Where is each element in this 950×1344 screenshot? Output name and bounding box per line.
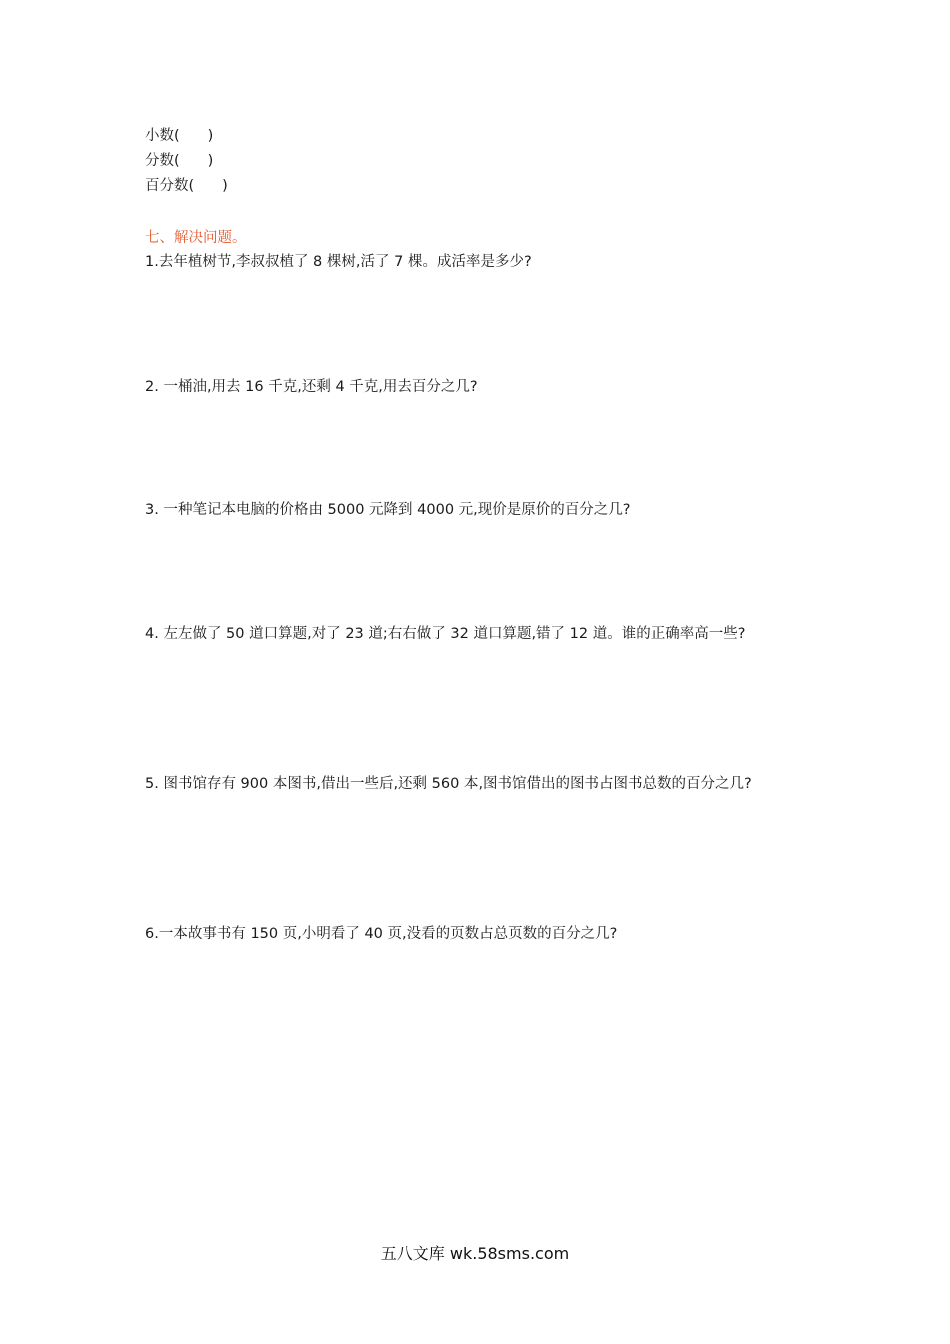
- problem-1: 1.去年植树节,李叔叔植了 8 棵树,活了 7 棵。成活率是多少?: [145, 254, 532, 270]
- answer-space[interactable]: [180, 124, 208, 148]
- section-heading: 七、解决问题。: [145, 230, 247, 246]
- blank-percent: [145, 174, 228, 198]
- blank-label: 小数: [145, 128, 174, 144]
- problem-6: 6.一本故事书有 150 页,小明看了 40 页,没看的页数占总页数的百分之几?: [145, 926, 618, 942]
- answer-space[interactable]: [180, 149, 208, 173]
- blank-open-paren: (: [174, 153, 180, 169]
- answer-space[interactable]: [194, 174, 222, 198]
- blank-label: 百分数: [145, 178, 189, 194]
- blank-close-paren: ): [207, 128, 214, 144]
- problem-2: 2. 一桶油,用去 16 千克,还剩 4 千克,用去百分之几?: [145, 379, 478, 395]
- blank-decimal: [145, 124, 213, 148]
- problem-4: 4. 左左做了 50 道口算题,对了 23 道;右右做了 32 道口算题,错了 12 道。谁的正确率高一些?: [145, 626, 746, 642]
- blank-close-paren: ): [207, 153, 214, 169]
- problem-5: 5. 图书馆存有 900 本图书,借出一些后,还剩 560 本,图书馆借出的图书占图书总数的百分之几?: [145, 776, 752, 792]
- footer-watermark: 五八文库 wk.58sms.com: [380, 1244, 570, 1263]
- blank-label: 分数: [145, 153, 174, 169]
- problem-3: 3. 一种笔记本电脑的价格由 5000 元降到 4000 元,现价是原价的百分之几?: [145, 502, 631, 518]
- blank-fraction: [145, 149, 213, 173]
- blank-close-paren: ): [222, 178, 228, 194]
- blank-open-paren: (: [188, 178, 195, 194]
- blank-open-paren: (: [174, 128, 180, 144]
